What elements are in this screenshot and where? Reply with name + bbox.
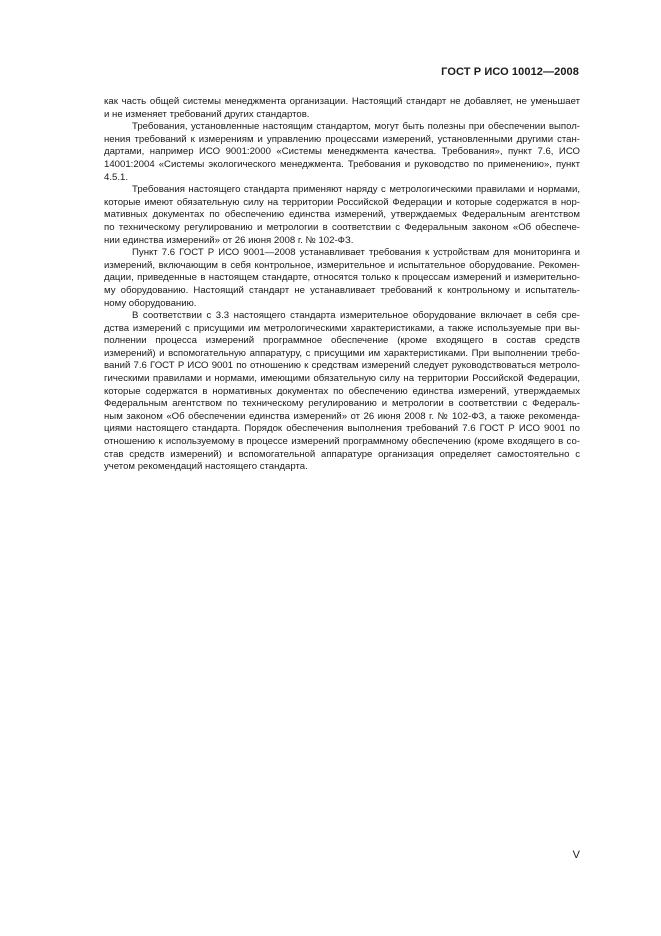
paragraph-line: 4.5.1.: [104, 171, 129, 183]
paragraph-line: полнении процесса измерений программное обеспечение (кроме входящего в состав средств: [104, 335, 580, 347]
paragraph-line: и не изменяет требований других стандартов.: [104, 108, 310, 120]
paragraph-line: му оборудованию. Настоящий стандарт не устанавливает требований к контрольному и испытатель-: [104, 284, 580, 296]
paragraph-line: 14001:2004 «Системы экологического менеджмента. Требования и руководство по применению», пункт: [104, 158, 580, 170]
paragraph-line: дартами, например ИСО 9001:2000 «Системы менеджмента качества. Требования», пункт 7.6, ИСО: [104, 146, 580, 158]
paragraph-line: нения требований к измерениям и управлению процессами измерений, установленными другими стан-: [104, 133, 580, 145]
paragraph-line: ному оборудованию.: [104, 297, 197, 309]
paragraph-line: измерений, включающим в себя контрольное, измерительное и испытательное оборудование. Рекомен-: [104, 259, 580, 271]
paragraph-line: гическими правилами и нормами, имеющими обязательную силу на территории Российской Федерации,: [104, 373, 580, 385]
paragraph: [104, 247, 580, 310]
paragraph: [104, 121, 580, 184]
page-number: V: [572, 849, 580, 861]
paragraph-line: став средств измерений) и вспомогательной аппаратуре организация определяет самостоятельно с: [104, 448, 580, 460]
paragraph-line: измерений) и вспомогательную аппаратуру, с присущими им характеристиками. При выполнении требо-: [104, 347, 580, 359]
paragraph-line: отношению к используемому в процессе измерений программному обеспечению (кроме входящего в со-: [104, 436, 580, 448]
document-header: ГОСТ Р ИСО 10012—2008: [441, 66, 579, 78]
paragraph-line: ваний 7.6 ГОСТ Р ИСО 9001 по отношению к средствам измерений следует руководствоваться метроло-: [104, 360, 580, 372]
document-body: [104, 96, 580, 474]
paragraph-line: Пункт 7.6 ГОСТ Р ИСО 9001—2008 устанавливает требования к устройствам для мониторинга и: [132, 247, 580, 259]
paragraph-line: циями настоящего стандарта. Порядок обеспечения выполнения требований 7.6 ГОСТ Р ИСО 9001 по: [104, 423, 580, 435]
paragraph-line: по техническому регулированию и метрологии в соответствии с Федеральным законом «Об обеспече-: [104, 221, 580, 233]
paragraph-line: Требования, установленные настоящим стандартом, могут быть полезны при обеспечении выпол-: [132, 121, 580, 133]
paragraph-line: учетом рекомендаций настоящего стандарта.: [104, 461, 308, 473]
paragraph-line: которые имеют обязательную силу на территории Российской Федерации и которые содержатся в нор-: [104, 196, 580, 208]
paragraph-line: дства измерений с присущими им метрологическими характеристиками, а также используемые при вы-: [104, 322, 580, 334]
paragraph: [104, 184, 580, 247]
paragraph-line: нии единства измерений» от 26 июня 2008 г. № 102-ФЗ.: [104, 234, 354, 246]
paragraph-line: которые содержатся в нормативных документах по обеспечению единства измерений, утверждаемых: [104, 385, 580, 397]
paragraph: [104, 96, 580, 121]
paragraph-line: Федеральным агентством по техническому регулированию и метрологии в соответствии с Федераль-: [104, 398, 580, 410]
paragraph-line: как часть общей системы менеджмента организации. Настоящий стандарт не добавляет, не уменьшает: [104, 96, 580, 107]
paragraph-line: мативных документах по обеспечению единства измерений, утверждаемых Федеральным агентством: [104, 209, 580, 221]
paragraph-line: ным законом «Об обеспечении единства измерений» от 26 июня 2008 г. № 102-ФЗ, а также рекоменда-: [104, 410, 580, 422]
paragraph-line: В соответствии с 3.3 настоящего стандарта измерительное оборудование включает в себя сре-: [132, 310, 580, 322]
paragraph-line: Требования настоящего стандарта применяют наряду с метрологическими правилами и нормами,: [132, 184, 580, 196]
paragraph-line: дации, приведенные в настоящем стандарте, относятся только к процессам измерений и измерительно-: [104, 272, 580, 284]
paragraph: [104, 310, 580, 474]
